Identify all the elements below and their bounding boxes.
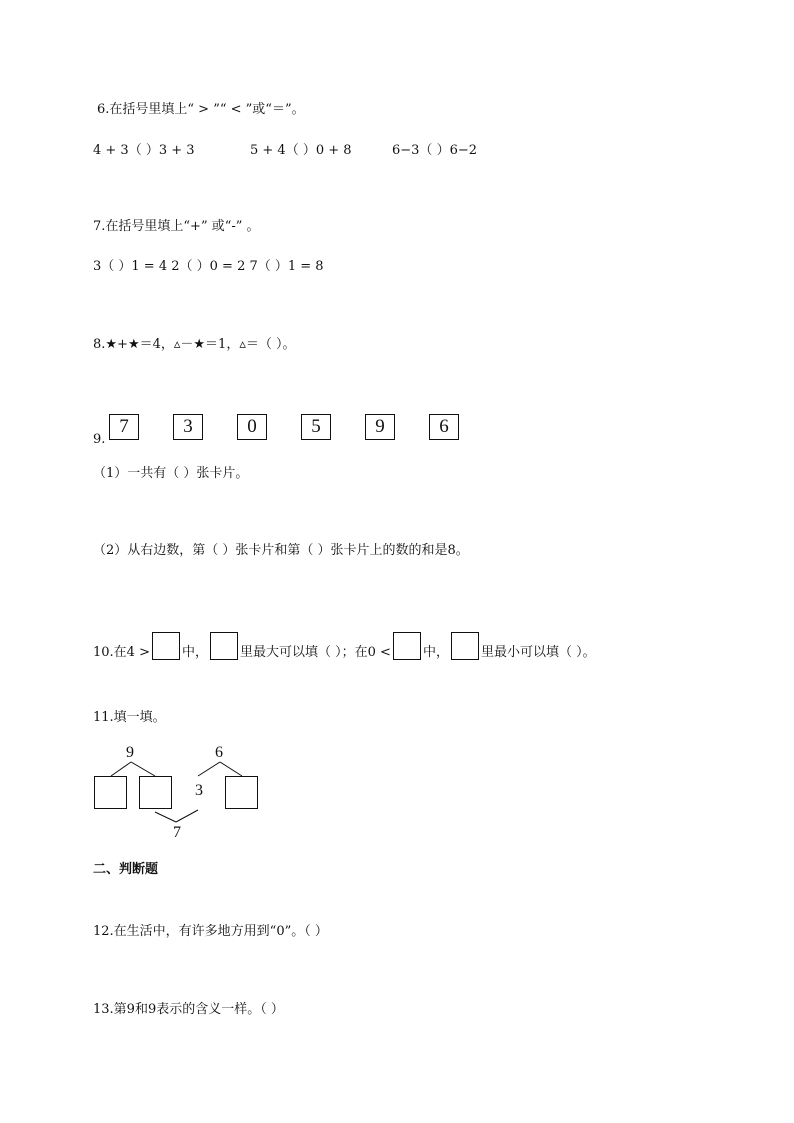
q6-item-2: 5 + 4（ ）0 + 8 [250,143,352,158]
number-card-2: 3 [173,414,203,440]
number-card-5: 9 [365,414,395,440]
q9-sub1: （1）一共有（ ）张卡片。 [93,466,249,481]
q10-part5: 里最小可以填（ ）。 [480,645,596,660]
section-heading: 二、判断题 [93,862,159,877]
number-card-6: 6 [429,414,459,440]
number-card-1: 7 [109,414,139,440]
answer-box [139,776,172,809]
q11-title: 11.填一填。 [93,710,166,725]
q8-line: 8.★+★＝4，▵－★＝1，▵＝（ ）。 [93,337,296,352]
q9-sub2: （2）从右边数，第（ ）张卡片和第（ ）张卡片上的数的和是8。 [93,543,469,558]
q10-part2: 中， [181,645,208,660]
q6-title: 6.在括号里填上“ > ”“ < ”或“＝”。 [97,102,305,117]
q10-part3: 里最大可以填（ ）；在0 < [240,645,391,660]
q6-item-3: 6−3（ ）6−2 [392,143,478,158]
q9-number: 9. [93,432,106,447]
q7-title: 7.在括号里填上“+” 或“-” 。 [93,219,260,234]
q12-line: 12.在生活中，有许多地方用到“0”。（ ） [93,924,328,939]
q10-part4: 中， [422,645,449,660]
middle-number: 3 [195,782,203,799]
answer-box [94,776,127,809]
q6-item-1: 4 + 3（ ）3 + 3 [93,143,195,158]
top-right-number: 6 [215,744,223,761]
number-card-4: 5 [301,414,331,440]
top-left-number: 9 [126,744,134,761]
q7-line: 3（ ）1 = 4 2（ ）0 = 2 7（ ）1 = 8 [93,259,324,274]
q10-part1: 10.在4 > [93,645,150,660]
number-card-3: 0 [237,414,267,440]
bottom-number: 7 [173,824,181,841]
answer-box [225,776,258,809]
q13-line: 13.第9和9表示的含义一样。（ ） [93,1002,284,1017]
